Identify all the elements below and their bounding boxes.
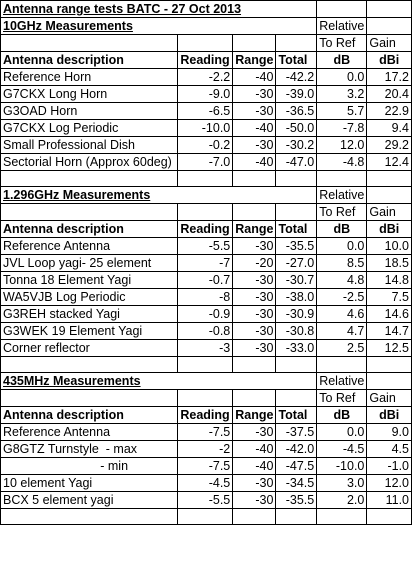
gain-dbi-cell: 18.5 xyxy=(367,255,412,272)
section-3-gain-label: Gain xyxy=(367,390,412,407)
total-cell: -47.0 xyxy=(276,154,317,171)
antenna-name-cell: JVL Loop yagi- 25 element xyxy=(1,255,178,272)
relative-db-cell: 5.7 xyxy=(317,103,367,120)
section-3-spacer-blank-cell xyxy=(276,357,317,373)
section-1-subheading-blank-cell xyxy=(276,35,317,52)
section-2-spacer-blank-cell xyxy=(317,171,367,187)
gain-dbi-cell: 22.9 xyxy=(367,103,412,120)
reading-cell: -2 xyxy=(178,441,233,458)
gain-dbi-cell: 20.4 xyxy=(367,86,412,103)
reading-cell: -4.5 xyxy=(178,475,233,492)
range-cell: -30 xyxy=(233,238,276,255)
range-cell: -40 xyxy=(233,154,276,171)
sheet-title: Antenna range tests BATC - 27 Oct 2013 xyxy=(1,1,317,18)
section-3-column-header-row xyxy=(1,407,412,424)
section-3-spacer-blank-cell xyxy=(178,357,233,373)
section-3-col-header-db: dB xyxy=(317,407,367,424)
section-2-subheading-row xyxy=(1,204,412,221)
table-row xyxy=(1,289,412,306)
section-3-relative-label: Relative xyxy=(317,373,367,390)
section-1-heading-blank xyxy=(367,18,412,35)
total-cell: -30.8 xyxy=(276,323,317,340)
range-cell: -30 xyxy=(233,272,276,289)
reading-cell: -7.5 xyxy=(178,424,233,441)
section-3-subheading-blank-cell xyxy=(1,390,178,407)
reading-cell: -8 xyxy=(178,289,233,306)
section-2-spacer-row xyxy=(1,171,412,187)
reading-cell: -0.8 xyxy=(178,323,233,340)
range-cell: -30 xyxy=(233,289,276,306)
antenna-name-cell: Reference Antenna xyxy=(1,238,178,255)
table-row xyxy=(1,441,412,458)
range-cell: -20 xyxy=(233,255,276,272)
trailing-blank-row xyxy=(1,509,412,525)
gain-dbi-cell: 14.8 xyxy=(367,272,412,289)
section-1-subheading-blank-cell xyxy=(233,35,276,52)
title-blank-cell xyxy=(367,1,412,18)
total-cell: -47.5 xyxy=(276,458,317,475)
section-1-subheading-row xyxy=(1,35,412,52)
gain-dbi-cell: 12.0 xyxy=(367,475,412,492)
table-row xyxy=(1,424,412,441)
trailing-blank-cell xyxy=(1,509,178,525)
antenna-name-cell: Reference Horn xyxy=(1,69,178,86)
section-2-col-header-range: Range xyxy=(233,221,276,238)
section-2-col-header-total: Total xyxy=(276,221,317,238)
total-cell: -30.9 xyxy=(276,306,317,323)
range-cell: -30 xyxy=(233,492,276,509)
section-2-heading: 1.296GHz Measurements xyxy=(1,187,317,204)
section-2-heading-blank xyxy=(367,187,412,204)
relative-db-cell: -4.8 xyxy=(317,154,367,171)
section-2-col-header-db: dB xyxy=(317,221,367,238)
antenna-name-cell: 10 element Yagi xyxy=(1,475,178,492)
section-1-gain-label: Gain xyxy=(367,35,412,52)
table-row xyxy=(1,272,412,289)
total-cell: -37.5 xyxy=(276,424,317,441)
reading-cell: -3 xyxy=(178,340,233,357)
range-cell: -30 xyxy=(233,475,276,492)
table-row xyxy=(1,154,412,171)
relative-db-cell: 8.5 xyxy=(317,255,367,272)
total-cell: -33.0 xyxy=(276,340,317,357)
table-row xyxy=(1,255,412,272)
section-2-col-header-antenna-description: Antenna description xyxy=(1,221,178,238)
section-3-subheading-blank-cell xyxy=(233,390,276,407)
section-2-spacer-blank-cell xyxy=(1,171,178,187)
antenna-name-cell: Small Professional Dish xyxy=(1,137,178,154)
table-row xyxy=(1,340,412,357)
section-2-col-header-dbi: dBi xyxy=(367,221,412,238)
reading-cell: -9.0 xyxy=(178,86,233,103)
gain-dbi-cell: 17.2 xyxy=(367,69,412,86)
section-1-heading: 10GHz Measurements xyxy=(1,18,317,35)
antenna-name-cell: G3WEK 19 Element Yagi xyxy=(1,323,178,340)
table-row xyxy=(1,475,412,492)
total-cell: -35.5 xyxy=(276,492,317,509)
antenna-name-cell: Sectorial Horn (Approx 60deg) xyxy=(1,154,178,171)
table-row xyxy=(1,323,412,340)
range-cell: -30 xyxy=(233,424,276,441)
section-3-heading-blank xyxy=(367,373,412,390)
table-row xyxy=(1,69,412,86)
table-row xyxy=(1,306,412,323)
table-row xyxy=(1,137,412,154)
section-3-heading: 435MHz Measurements xyxy=(1,373,317,390)
relative-db-cell: -10.0 xyxy=(317,458,367,475)
relative-db-cell: 2.5 xyxy=(317,340,367,357)
table-row xyxy=(1,492,412,509)
relative-db-cell: 3.2 xyxy=(317,86,367,103)
section-3-heading-row xyxy=(1,373,412,390)
title-row xyxy=(1,1,412,18)
reading-cell: -7.0 xyxy=(178,154,233,171)
section-2-spacer-blank-cell xyxy=(233,171,276,187)
reading-cell: -0.2 xyxy=(178,137,233,154)
section-1-col-header-antenna-description: Antenna description xyxy=(1,52,178,69)
range-cell: -40 xyxy=(233,69,276,86)
section-2-subheading-blank-cell xyxy=(178,204,233,221)
title-blank-cell xyxy=(317,1,367,18)
relative-db-cell: -2.5 xyxy=(317,289,367,306)
reading-cell: -7.5 xyxy=(178,458,233,475)
section-1-column-header-row xyxy=(1,52,412,69)
section-2-subheading-blank-cell xyxy=(233,204,276,221)
reading-cell: -7 xyxy=(178,255,233,272)
relative-db-cell: -7.8 xyxy=(317,120,367,137)
section-2-column-header-row xyxy=(1,221,412,238)
trailing-blank-cell xyxy=(367,509,412,525)
antenna-name-cell: G3REH stacked Yagi xyxy=(1,306,178,323)
total-cell: -35.5 xyxy=(276,238,317,255)
antenna-name-cell: G7CKX Long Horn xyxy=(1,86,178,103)
reading-cell: -5.5 xyxy=(178,492,233,509)
total-cell: -38.0 xyxy=(276,289,317,306)
section-3-col-header-dbi: dBi xyxy=(367,407,412,424)
section-3-spacer-blank-cell xyxy=(233,357,276,373)
section-2-subheading-blank-cell xyxy=(276,204,317,221)
total-cell: -42.0 xyxy=(276,441,317,458)
gain-dbi-cell: 10.0 xyxy=(367,238,412,255)
section-2-heading-row xyxy=(1,187,412,204)
range-cell: -30 xyxy=(233,340,276,357)
reading-cell: -6.5 xyxy=(178,103,233,120)
relative-db-cell: -4.5 xyxy=(317,441,367,458)
total-cell: -42.2 xyxy=(276,69,317,86)
gain-dbi-cell: 9.0 xyxy=(367,424,412,441)
section-3-col-header-antenna-description: Antenna description xyxy=(1,407,178,424)
gain-dbi-cell: 14.6 xyxy=(367,306,412,323)
antenna-name-cell: G7CKX Log Periodic xyxy=(1,120,178,137)
gain-dbi-cell: 7.5 xyxy=(367,289,412,306)
trailing-blank-cell xyxy=(178,509,233,525)
range-cell: -40 xyxy=(233,120,276,137)
total-cell: -34.5 xyxy=(276,475,317,492)
gain-dbi-cell: 12.5 xyxy=(367,340,412,357)
section-3-spacer-blank-cell xyxy=(1,357,178,373)
antenna-name-cell: G8GTZ Turnstyle - max xyxy=(1,441,178,458)
section-3-col-header-reading: Reading xyxy=(178,407,233,424)
antenna-name-cell: Reference Antenna xyxy=(1,424,178,441)
relative-db-cell: 0.0 xyxy=(317,69,367,86)
section-1-subheading-blank-cell xyxy=(178,35,233,52)
gain-dbi-cell: -1.0 xyxy=(367,458,412,475)
section-2-col-header-reading: Reading xyxy=(178,221,233,238)
antenna-name-cell: Tonna 18 Element Yagi xyxy=(1,272,178,289)
section-3-spacer-blank-cell xyxy=(367,357,412,373)
total-cell: -39.0 xyxy=(276,86,317,103)
total-cell: -36.5 xyxy=(276,103,317,120)
reading-cell: -5.5 xyxy=(178,238,233,255)
reading-cell: -2.2 xyxy=(178,69,233,86)
gain-dbi-cell: 11.0 xyxy=(367,492,412,509)
section-3-subheading-blank-cell xyxy=(276,390,317,407)
section-2-spacer-blank-cell xyxy=(367,171,412,187)
section-1-subheading-blank-cell xyxy=(1,35,178,52)
section-1-heading-row xyxy=(1,18,412,35)
gain-dbi-cell: 14.7 xyxy=(367,323,412,340)
section-2-to-ref-label: To Ref xyxy=(317,204,367,221)
reading-cell: -10.0 xyxy=(178,120,233,137)
section-1-col-header-total: Total xyxy=(276,52,317,69)
table-row xyxy=(1,120,412,137)
range-cell: -30 xyxy=(233,137,276,154)
section-3-col-header-range: Range xyxy=(233,407,276,424)
relative-db-cell: 12.0 xyxy=(317,137,367,154)
relative-db-cell: 0.0 xyxy=(317,424,367,441)
total-cell: -27.0 xyxy=(276,255,317,272)
range-cell: -30 xyxy=(233,86,276,103)
section-1-to-ref-label: To Ref xyxy=(317,35,367,52)
total-cell: -30.7 xyxy=(276,272,317,289)
range-cell: -30 xyxy=(233,306,276,323)
range-cell: -30 xyxy=(233,323,276,340)
antenna-name-cell: - min xyxy=(1,458,178,475)
gain-dbi-cell: 12.4 xyxy=(367,154,412,171)
section-3-subheading-blank-cell xyxy=(178,390,233,407)
range-cell: -40 xyxy=(233,458,276,475)
gain-dbi-cell: 4.5 xyxy=(367,441,412,458)
relative-db-cell: 3.0 xyxy=(317,475,367,492)
total-cell: -50.0 xyxy=(276,120,317,137)
section-1-col-header-range: Range xyxy=(233,52,276,69)
section-2-spacer-blank-cell xyxy=(276,171,317,187)
relative-db-cell: 0.0 xyxy=(317,238,367,255)
relative-db-cell: 2.0 xyxy=(317,492,367,509)
reading-cell: -0.7 xyxy=(178,272,233,289)
section-3-subheading-row xyxy=(1,390,412,407)
range-cell: -30 xyxy=(233,103,276,120)
section-2-relative-label: Relative xyxy=(317,187,367,204)
table-row xyxy=(1,238,412,255)
table-row xyxy=(1,458,412,475)
section-1-col-header-reading: Reading xyxy=(178,52,233,69)
antenna-name-cell: WA5VJB Log Periodic xyxy=(1,289,178,306)
section-2-spacer-blank-cell xyxy=(178,171,233,187)
section-2-subheading-blank-cell xyxy=(1,204,178,221)
section-3-spacer-row xyxy=(1,357,412,373)
reading-cell: -0.9 xyxy=(178,306,233,323)
relative-db-cell: 4.6 xyxy=(317,306,367,323)
gain-dbi-cell: 29.2 xyxy=(367,137,412,154)
section-2-gain-label: Gain xyxy=(367,204,412,221)
section-3-spacer-blank-cell xyxy=(317,357,367,373)
table-row xyxy=(1,103,412,120)
antenna-name-cell: Corner reflector xyxy=(1,340,178,357)
relative-db-cell: 4.7 xyxy=(317,323,367,340)
total-cell: -30.2 xyxy=(276,137,317,154)
gain-dbi-cell: 9.4 xyxy=(367,120,412,137)
section-3-to-ref-label: To Ref xyxy=(317,390,367,407)
antenna-name-cell: G3OAD Horn xyxy=(1,103,178,120)
range-cell: -40 xyxy=(233,441,276,458)
table-row xyxy=(1,86,412,103)
section-1-col-header-dbi: dBi xyxy=(367,52,412,69)
trailing-blank-cell xyxy=(317,509,367,525)
trailing-blank-cell xyxy=(276,509,317,525)
relative-db-cell: 4.8 xyxy=(317,272,367,289)
section-3-col-header-total: Total xyxy=(276,407,317,424)
trailing-blank-cell xyxy=(233,509,276,525)
section-1-relative-label: Relative xyxy=(317,18,367,35)
antenna-name-cell: BCX 5 element yagi xyxy=(1,492,178,509)
section-1-col-header-db: dB xyxy=(317,52,367,69)
